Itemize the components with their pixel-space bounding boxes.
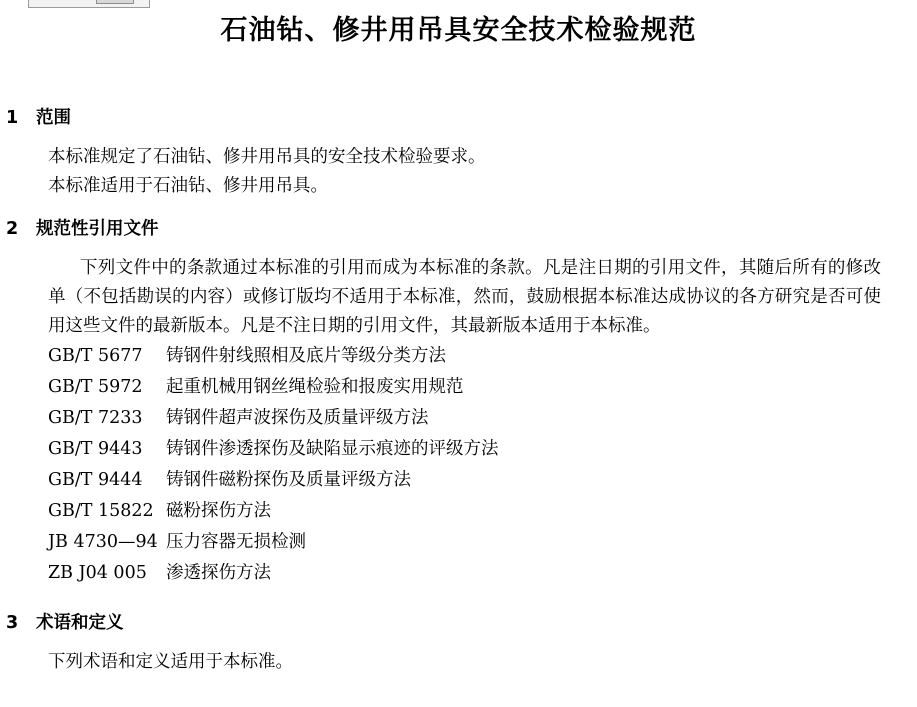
reference-title: 磁粉探伤方法 [166, 501, 271, 521]
list-item [0, 496, 917, 527]
section-1-paragraph-1: 本标准规定了石油钻、修井用吊具的安全技术检验要求。 [48, 147, 486, 167]
section-number-1: 1 [6, 108, 19, 128]
reference-code: GB/T 5677 [48, 346, 143, 366]
reference-title: 压力容器无损检测 [166, 532, 306, 552]
reference-code: GB/T 15822 [48, 501, 154, 521]
list-item [0, 341, 917, 372]
reference-title: 铸钢件磁粉探伤及质量评级方法 [166, 470, 411, 490]
scan-artifact-header-block [96, 0, 134, 4]
reference-code: GB/T 7233 [48, 408, 143, 428]
reference-code: ZB J04 005 [48, 563, 147, 583]
section-3-paragraph-1: 下列术语和定义适用于本标准。 [48, 652, 293, 672]
reference-title: 起重机械用钢丝绳检验和报废实用规范 [166, 377, 464, 397]
section-title-1: 范围 [36, 108, 71, 128]
section-heading-2 [6, 215, 917, 240]
section-heading-3 [6, 609, 917, 634]
reference-title: 铸钢件渗透探伤及缺陷显示痕迹的评级方法 [166, 439, 499, 459]
section-title-3: 术语和定义 [36, 613, 124, 633]
section-number-2: 2 [6, 219, 19, 239]
document-body [0, 104, 917, 677]
reference-code: GB/T 5972 [48, 377, 143, 397]
list-item [0, 527, 917, 558]
section-number-3: 3 [6, 613, 19, 633]
reference-code: GB/T 9443 [48, 439, 143, 459]
reference-code: GB/T 9444 [48, 470, 143, 490]
section-heading-1 [6, 104, 917, 129]
section-1-paragraph-2: 本标准适用于石油钻、修井用吊具。 [48, 176, 328, 196]
section-title-2: 规范性引用文件 [36, 219, 159, 239]
page-title: 石油钻、修井用吊具安全技术检验规范 [220, 15, 697, 46]
list-item [0, 403, 917, 434]
section-2-paragraph-1: 下列文件中的条款通过本标准的引用而成为本标准的条款。凡是注日期的引用文件，其随后所有的修改单（不包括勘误的内容）或修订版均不适用于本标准，然而，鼓励根据本标准达成协议的各方研究是否可使用这些文件的最新版本。凡是不注日期的引用文件，其最新版本适用于本标准。 [48, 258, 881, 336]
reference-title: 铸钢件射线照相及底片等级分类方法 [166, 346, 446, 366]
reference-title: 铸钢件超声波探伤及质量评级方法 [166, 408, 429, 428]
list-item [0, 372, 917, 403]
reference-code: JB 4730—94 [48, 532, 158, 552]
list-item [0, 558, 917, 589]
normative-references-list [0, 341, 917, 589]
reference-title: 渗透探伤方法 [166, 563, 271, 583]
list-item [0, 434, 917, 465]
list-item [0, 465, 917, 496]
